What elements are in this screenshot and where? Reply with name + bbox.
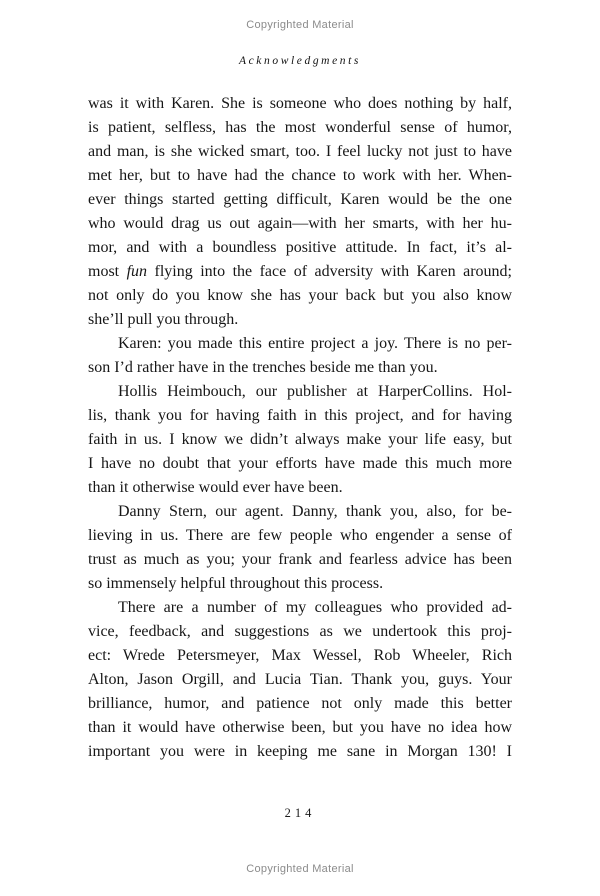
text-line: son I’d rather have in the trenches beside me than you. [88, 359, 438, 376]
text-line: brilliance, humor, and patience not only made this better [88, 695, 512, 712]
text-line: who would drag us out again—with her smarts, with her hu- [88, 215, 512, 232]
text-line: faith in us. I know we didn’t always make your life easy, but [88, 431, 512, 448]
text-line: so immensely helpful throughout this process. [88, 575, 384, 592]
text-line: most fun flying into the face of adversity with Karen around; [88, 263, 512, 280]
text-line: Karen: you made this entire project a joy. There is no per- [118, 335, 512, 352]
copyright-notice-bottom: Copyrighted Material [246, 863, 354, 875]
text-line: Danny Stern, our agent. Danny, thank you, also, for be- [118, 503, 512, 520]
text-line: lis, thank you for having faith in this project, and for having [88, 407, 512, 424]
body-text-block [88, 92, 512, 764]
text-line: ever things started getting difficult, Karen would be the one [88, 191, 512, 208]
text-line: was it with Karen. She is someone who does nothing by half, [88, 95, 512, 112]
text-line: than it would have otherwise been, but you have no idea how [88, 719, 512, 736]
text-line: is patient, selfless, has the most wonderful sense of humor, [88, 119, 512, 136]
copyright-notice-top: Copyrighted Material [246, 19, 354, 31]
text-line: mor, and with a boundless positive attitude. In fact, it’s al- [88, 239, 512, 256]
text-line: ect: Wrede Petersmeyer, Max Wessel, Rob Wheeler, Rich [88, 647, 512, 664]
text-line: met her, but to have had the chance to work with her. When- [88, 167, 512, 184]
text-line: Alton, Jason Orgill, and Lucia Tian. Thank you, guys. Your [88, 671, 512, 688]
text-line: Hollis Heimbouch, our publisher at HarperCollins. Hol- [118, 383, 512, 400]
text-line: vice, feedback, and suggestions as we undertook this proj- [88, 623, 512, 640]
text-line: not only do you know she has your back but you also know [88, 287, 512, 304]
text-line: important you were in keeping me sane in Morgan 130! I [88, 743, 512, 760]
text-line: There are a number of my colleagues who provided ad- [118, 599, 512, 616]
text-line: lieving in us. There are few people who engender a sense of [88, 527, 512, 544]
chapter-header-title: Acknowledgments [238, 55, 362, 67]
text-line: I have no doubt that your efforts have made this much more [88, 455, 512, 472]
text-line: than it otherwise would ever have been. [88, 479, 343, 496]
page-number: 214 [284, 806, 316, 820]
text-line: and man, is she wicked smart, too. I feel lucky not just to have [88, 143, 512, 160]
text-line: trust as much as you; your frank and fearless advice has been [88, 551, 512, 568]
text-line: she’ll pull you through. [88, 311, 239, 328]
